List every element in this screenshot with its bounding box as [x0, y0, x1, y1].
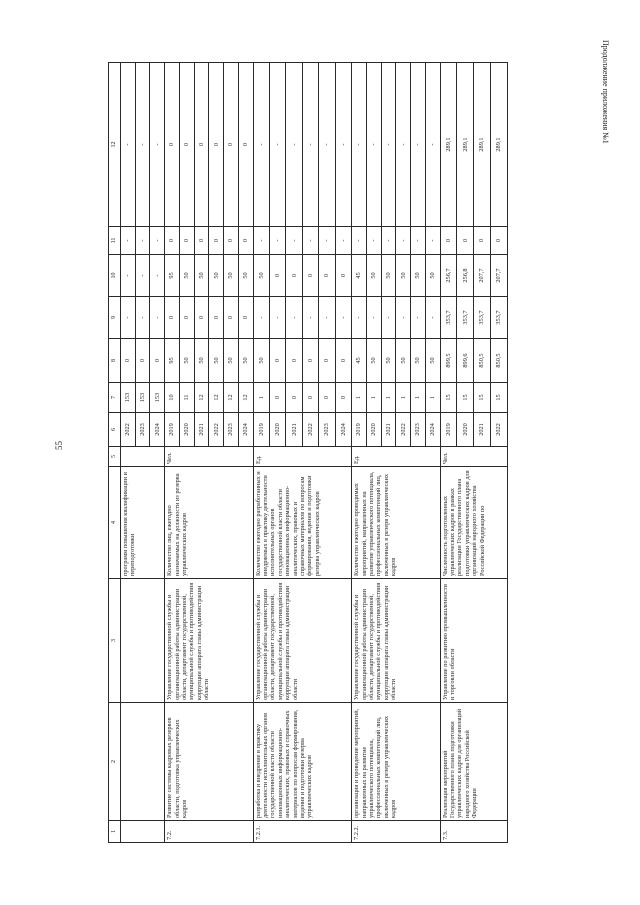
executor-cell: Управление государственной службы и организационной работы администрации области, департамент государственной, муниципальной службы и противодействия коррупции аппарата главы администрации области	[165, 579, 253, 703]
value-cell: 850,5	[474, 339, 491, 383]
value-cell: 0	[194, 63, 209, 227]
table-row	[165, 63, 180, 843]
value-cell: -	[352, 63, 367, 227]
value-cell: -	[121, 63, 136, 227]
value-cell: 50	[396, 339, 411, 383]
unit-cell: Чел.	[440, 447, 507, 467]
continuation-note: Продолжение приложения №1	[601, 40, 610, 144]
value-cell: 0	[302, 339, 318, 383]
unit-cell: Чел.	[165, 447, 253, 467]
value-cell: -	[286, 63, 302, 227]
value-cell: 0	[286, 255, 302, 297]
value-cell: -	[396, 227, 411, 255]
value-cell: 2019	[440, 413, 457, 447]
value-cell: -	[366, 63, 381, 227]
value-cell: -	[381, 297, 396, 339]
value-cell: -	[381, 227, 396, 255]
value-cell: 50	[194, 339, 209, 383]
value-cell: -	[253, 63, 269, 227]
value-cell: 2022	[491, 413, 508, 447]
value-cell: -	[335, 297, 351, 339]
value-cell: 256,8	[457, 255, 474, 297]
value-cell: -	[135, 255, 150, 297]
value-cell: 1	[411, 383, 426, 413]
value-cell: 0	[491, 227, 508, 255]
value-cell: 50	[179, 339, 194, 383]
value-cell: 0	[121, 339, 136, 383]
value-cell: 0	[440, 227, 457, 255]
value-cell: -	[286, 227, 302, 255]
indicator-cell: Численность подготовленных управленческих кадров в рамках реализации Государственного плана подготовки управленческих кадров для организаций народного хозяйства Российской Федерации по	[440, 467, 507, 579]
item-number-cell: 7.2.2.	[352, 821, 440, 843]
value-cell: -	[302, 227, 318, 255]
value-cell: 15	[457, 383, 474, 413]
value-cell: -	[253, 297, 269, 339]
unit-cell: Ед.	[253, 447, 352, 467]
value-cell: 15	[491, 383, 508, 413]
value-cell: -	[270, 227, 286, 255]
value-cell: 2020	[366, 413, 381, 447]
value-cell: 899,5	[440, 339, 457, 383]
value-cell: 2023	[319, 413, 335, 447]
value-cell: 0	[165, 63, 180, 227]
value-cell: 2020	[457, 413, 474, 447]
value-cell: -	[319, 227, 335, 255]
value-cell: 50	[425, 255, 440, 297]
value-cell: 2021	[286, 413, 302, 447]
value-cell: -	[150, 63, 165, 227]
value-cell: 1	[425, 383, 440, 413]
item-number-cell: 7.2.1.	[253, 821, 352, 843]
value-cell: -	[366, 227, 381, 255]
value-cell: -	[135, 63, 150, 227]
value-cell: 353,7	[491, 297, 508, 339]
measure-name-cell: Реализация мероприятий Государственного плана подготовки управленческих кадров для организаций народного хозяйства Российской Федерации	[440, 703, 507, 821]
empty-cell	[121, 579, 165, 703]
value-cell: 50	[366, 255, 381, 297]
value-cell: 207,7	[474, 255, 491, 297]
value-cell: 153	[135, 383, 150, 413]
value-cell: 50	[425, 339, 440, 383]
value-cell: 0	[224, 63, 239, 227]
value-cell: -	[411, 227, 426, 255]
value-cell: 15	[440, 383, 457, 413]
value-cell: 850,5	[491, 339, 508, 383]
value-cell: -	[150, 297, 165, 339]
value-cell: 0	[165, 227, 180, 255]
value-cell: 0	[238, 227, 253, 255]
value-cell: 0	[335, 339, 351, 383]
indicator-cell: программ повышения квалификации и переподготовки	[121, 467, 165, 579]
value-cell: 289,1	[474, 63, 491, 227]
value-cell: 50	[238, 255, 253, 297]
executor-cell: Управление по развитию промышленности и торговли области	[440, 579, 507, 703]
value-cell: 0	[209, 297, 224, 339]
value-cell: 2022	[121, 413, 136, 447]
column-number-cell: 6	[109, 413, 121, 447]
value-cell: 1	[253, 383, 269, 413]
column-number-cell: 7	[109, 383, 121, 413]
value-cell: 12	[194, 383, 209, 413]
value-cell: 50	[381, 339, 396, 383]
value-cell: -	[253, 227, 269, 255]
value-cell: 2019	[352, 413, 367, 447]
value-cell: -	[411, 297, 426, 339]
value-cell: 50	[411, 339, 426, 383]
value-cell: -	[121, 255, 136, 297]
table-row	[121, 63, 136, 843]
value-cell: -	[121, 227, 136, 255]
value-cell: 0	[224, 297, 239, 339]
value-cell: 2021	[194, 413, 209, 447]
value-cell: 10	[165, 383, 180, 413]
value-cell: 0	[270, 383, 286, 413]
value-cell: 0	[302, 255, 318, 297]
value-cell: 50	[238, 339, 253, 383]
value-cell: 0	[209, 63, 224, 227]
value-cell: 50	[253, 339, 269, 383]
column-number-cell: 11	[109, 227, 121, 255]
table-row	[440, 63, 457, 843]
value-cell: 899,6	[457, 339, 474, 383]
value-cell: -	[302, 297, 318, 339]
value-cell: 2022	[396, 413, 411, 447]
value-cell: 12	[238, 383, 253, 413]
column-number-cell: 3	[109, 579, 121, 703]
measure-name-cell: организация и проведение мероприятий, направленных на развитие управленческого потенциала, профессиональных компетенций лиц, включенных в резерв управленческих кадров	[352, 703, 440, 821]
value-cell: 0	[457, 227, 474, 255]
value-cell: 256,7	[440, 255, 457, 297]
column-number-cell: 2	[109, 703, 121, 821]
value-cell: 0	[286, 383, 302, 413]
value-cell: 50	[366, 339, 381, 383]
value-cell: -	[425, 297, 440, 339]
table-row	[253, 63, 269, 843]
executor-cell: Управление государственной службы и организационной работы администрации области, департамент государственной, муниципальной службы и противодействия коррупции аппарата главы администрации области	[352, 579, 440, 703]
table-body	[109, 63, 508, 843]
column-number-cell: 1	[109, 821, 121, 843]
value-cell: 0	[319, 383, 335, 413]
value-cell: 0	[335, 255, 351, 297]
program-table	[108, 62, 508, 843]
value-cell: 0	[319, 339, 335, 383]
measure-name-cell: разработка и внедрение в практику деятельности исполнительных органов государственной власти области инновационных информационно-аналитических, правовых и справочных материалов по вопросам формирования, ведения и подготовки резерва управленческих кадров	[253, 703, 352, 821]
rotated-table-wrapper	[108, 63, 508, 843]
value-cell: 2024	[335, 413, 351, 447]
value-cell: -	[381, 63, 396, 227]
value-cell: 0	[179, 63, 194, 227]
page-number: 55	[54, 441, 64, 450]
value-cell: -	[335, 227, 351, 255]
value-cell: 0	[270, 339, 286, 383]
value-cell: 0	[135, 339, 150, 383]
value-cell: -	[366, 297, 381, 339]
value-cell: -	[411, 63, 426, 227]
value-cell: 0	[286, 339, 302, 383]
value-cell: 2023	[135, 413, 150, 447]
value-cell: 1	[352, 383, 367, 413]
table-row	[352, 63, 367, 843]
value-cell: 2022	[302, 413, 318, 447]
value-cell: 0	[335, 383, 351, 413]
value-cell: 0	[165, 297, 180, 339]
value-cell: 2019	[253, 413, 269, 447]
value-cell: 2024	[150, 413, 165, 447]
value-cell: 1	[381, 383, 396, 413]
value-cell: -	[319, 63, 335, 227]
value-cell: 2022	[209, 413, 224, 447]
value-cell: 0	[302, 383, 318, 413]
column-number-cell: 9	[109, 297, 121, 339]
value-cell: 50	[381, 255, 396, 297]
executor-cell: Управление государственной службы и организационной работы администрации области, департамент государственной, муниципальной службы и противодействия коррупции аппарата главы администрации области	[253, 579, 352, 703]
value-cell: 50	[209, 255, 224, 297]
column-number-cell: 4	[109, 467, 121, 579]
value-cell: 153	[121, 383, 136, 413]
value-cell: 0	[238, 297, 253, 339]
value-cell: -	[396, 63, 411, 227]
value-cell: -	[352, 227, 367, 255]
value-cell: 50	[209, 339, 224, 383]
value-cell: 0	[179, 297, 194, 339]
item-number-cell: 7.3.	[440, 821, 507, 843]
value-cell: -	[302, 63, 318, 227]
value-cell: 50	[194, 255, 209, 297]
value-cell: -	[150, 255, 165, 297]
value-cell: 11	[179, 383, 194, 413]
value-cell: 2023	[224, 413, 239, 447]
value-cell: -	[286, 297, 302, 339]
value-cell: -	[135, 297, 150, 339]
indicator-cell: Количество ежегодно разработанных и внедряемых в практику деятельности исполнительных органов государственной власти области инновационных информационно-аналитических, правовых и справочных материалов по вопросам формирования, ведения и подготовки резерва управленческих кадров	[253, 467, 352, 579]
value-cell: -	[396, 297, 411, 339]
value-cell: 1	[366, 383, 381, 413]
value-cell: 12	[209, 383, 224, 413]
value-cell: 2021	[381, 413, 396, 447]
value-cell: 12	[224, 383, 239, 413]
value-cell: 2024	[425, 413, 440, 447]
value-cell: -	[135, 227, 150, 255]
unit-cell: Ед.	[352, 447, 440, 467]
value-cell: 2019	[165, 413, 180, 447]
value-cell: 207,7	[491, 255, 508, 297]
value-cell: 0	[474, 227, 491, 255]
value-cell: 1	[396, 383, 411, 413]
value-cell: 289,1	[457, 63, 474, 227]
value-cell: 289,1	[440, 63, 457, 227]
indicator-cell: Количество ежегодно проводимых мероприятий, направленных на развитие управленческого потенциала, профессиональных компетенций лиц, включенных в резерв управленческих кадров	[352, 467, 440, 579]
value-cell: -	[425, 227, 440, 255]
value-cell: 0	[319, 255, 335, 297]
value-cell: -	[270, 63, 286, 227]
value-cell: -	[150, 227, 165, 255]
value-cell: 0	[238, 63, 253, 227]
column-number-row	[109, 63, 121, 843]
value-cell: -	[270, 297, 286, 339]
value-cell: -	[425, 63, 440, 227]
value-cell: 15	[474, 383, 491, 413]
column-number-cell: 8	[109, 339, 121, 383]
value-cell: 45	[352, 339, 367, 383]
value-cell: 50	[224, 339, 239, 383]
value-cell: 2024	[238, 413, 253, 447]
value-cell: 153	[150, 383, 165, 413]
value-cell: 45	[352, 255, 367, 297]
value-cell: 353,7	[457, 297, 474, 339]
value-cell: 50	[396, 255, 411, 297]
value-cell: 95	[165, 255, 180, 297]
empty-cell	[121, 447, 165, 467]
column-number-cell: 12	[109, 63, 121, 227]
value-cell: 0	[270, 255, 286, 297]
value-cell: 2021	[474, 413, 491, 447]
value-cell: 353,7	[474, 297, 491, 339]
value-cell: 2020	[179, 413, 194, 447]
column-number-cell: 5	[109, 447, 121, 467]
value-cell: -	[335, 63, 351, 227]
value-cell: 0	[194, 227, 209, 255]
value-cell: 50	[179, 255, 194, 297]
value-cell: 289,1	[491, 63, 508, 227]
value-cell: 2023	[411, 413, 426, 447]
value-cell: 2020	[270, 413, 286, 447]
value-cell: 50	[253, 255, 269, 297]
value-cell: 0	[150, 339, 165, 383]
value-cell: 353,7	[440, 297, 457, 339]
value-cell: -	[121, 297, 136, 339]
value-cell: 50	[224, 255, 239, 297]
value-cell: 0	[209, 227, 224, 255]
item-number-cell: 7.2.	[165, 821, 253, 843]
indicator-cell: Количество лиц, ежегодно назначаемых на должности из резерва управленческих кадров	[165, 467, 253, 579]
measure-name-cell: Развитие системы кадровых резервов области, подготовка управленческих кадров	[165, 703, 253, 821]
value-cell: -	[352, 297, 367, 339]
value-cell: 0	[224, 227, 239, 255]
column-number-cell: 10	[109, 255, 121, 297]
empty-cell	[121, 703, 165, 821]
value-cell: 0	[179, 227, 194, 255]
empty-cell	[121, 821, 165, 843]
value-cell: -	[319, 297, 335, 339]
value-cell: 95	[165, 339, 180, 383]
value-cell: 0	[194, 297, 209, 339]
value-cell: 50	[411, 255, 426, 297]
